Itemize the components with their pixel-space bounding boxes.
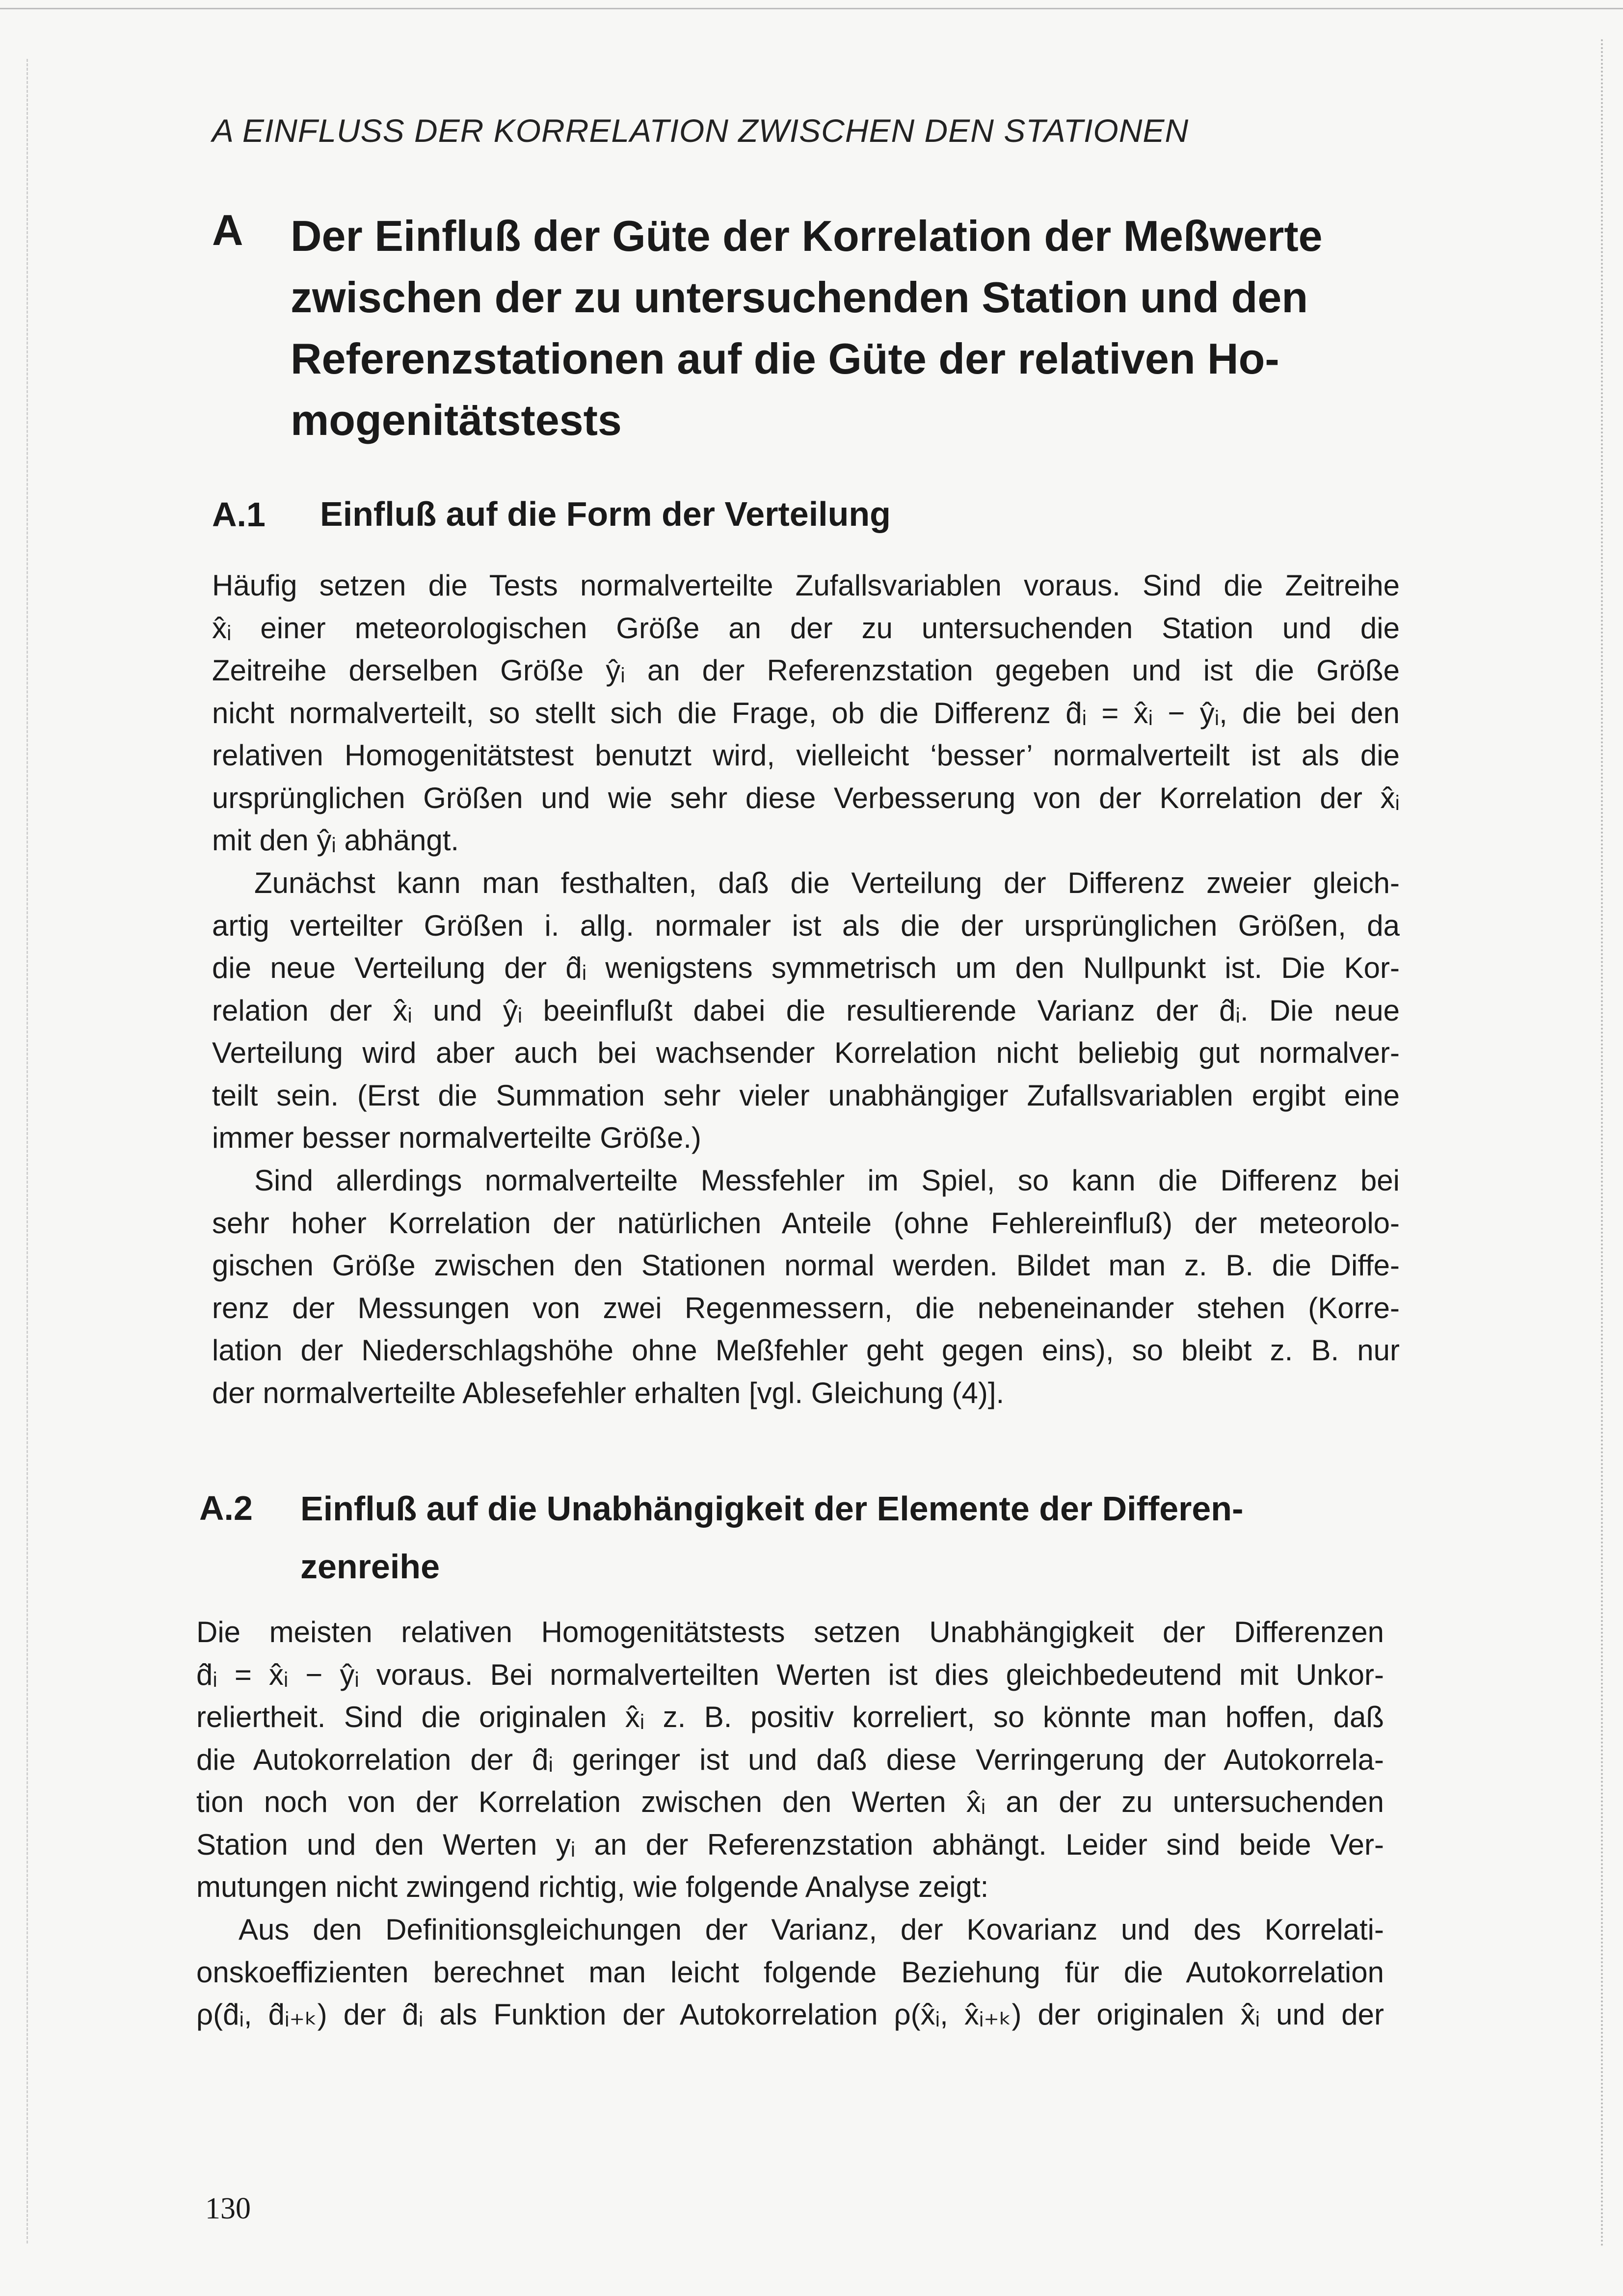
chapter-title — [291, 205, 1400, 451]
text-line: gischen Größe zwischen den Stationen normal werden. Bildet man z. B. die Diffe- — [212, 1249, 1400, 1282]
text-line: Die meisten relativen Homogenitätstests setzen Unabhängigkeit der Differenzen — [196, 1616, 1384, 1648]
section-title-line: Einfluß auf die Form der Verteilung — [320, 495, 891, 533]
scan-edge-left — [27, 59, 28, 2243]
text-line: die Autokorrelation der d̂ᵢ geringer ist und daß diese Verringerung der Autokorrela- — [196, 1743, 1384, 1776]
running-head: A EINFLUSS DER KORRELATION ZWISCHEN DEN STATIONEN — [212, 112, 1189, 149]
text-line: Zunächst kann man festhalten, daß die Verteilung der Differenz zweier gleich- — [254, 866, 1400, 899]
text-line: lation der Niederschlagshöhe ohne Meßfehler geht gegen eins), so bleibt z. B. nur — [212, 1334, 1400, 1367]
chapter-title-line: Referenzstationen auf die Güte der relativen Ho- — [291, 334, 1279, 383]
text-line: ρ(d̂ᵢ, d̂ᵢ₊ₖ) der d̂ᵢ als Funktion der Autokorrelation ρ(x̂ᵢ, x̂ᵢ₊ₖ) der originalen x̂ᵢ und der — [196, 1998, 1384, 2031]
section-number: A.2 — [199, 1489, 253, 1527]
text-line: tion noch von der Korrelation zwischen den Werten x̂ᵢ an der zu untersuchenden — [196, 1785, 1384, 1818]
scan-edge-top — [0, 8, 1623, 9]
text-line: Verteilung wird aber auch bei wachsender Korrelation nicht beliebig gut normalver- — [212, 1036, 1400, 1069]
text-line: der normalverteilte Ablesefehler erhalten [vgl. Gleichung (4)]. — [212, 1376, 1005, 1409]
text-line: Häufig setzen die Tests normalverteilte Zufallsvariablen voraus. Sind die Zeitreihe — [212, 569, 1400, 602]
chapter-title-line: Der Einfluß der Güte der Korrelation der Meßwerte — [291, 212, 1323, 260]
text-line: Sind allerdings normalverteilte Messfehler im Spiel, so kann die Differenz bei — [254, 1164, 1400, 1197]
text-line: Zeitreihe derselben Größe ŷᵢ an der Referenzstation gegeben und ist die Größe — [212, 654, 1400, 687]
text-line: immer besser normalverteilte Größe.) — [212, 1121, 701, 1154]
chapter-title-line: zwischen der zu untersuchenden Station und den — [291, 273, 1308, 322]
text-line: onskoeffizienten berechnet man leicht folgende Beziehung für die Autokorrelation — [196, 1955, 1384, 1989]
paragraph — [212, 1160, 1400, 1414]
text-line: renz der Messungen von zwei Regenmessern, die nebeneinander stehen (Korre- — [212, 1291, 1400, 1324]
section-title-line: zenreihe — [300, 1547, 440, 1586]
text-line: reliertheit. Sind die originalen x̂ᵢ z. B. positiv korreliert, so könnte man hoffen, daß — [196, 1701, 1384, 1733]
section-number: A.1 — [212, 495, 266, 534]
section-title-line: Einfluß auf die Unabhängigkeit der Elemente der Differen- — [300, 1489, 1244, 1528]
text-line: die neue Verteilung der d̂ᵢ wenigstens symmetrisch um den Nullpunkt ist. Die Kor- — [212, 951, 1400, 984]
section-title — [320, 485, 1400, 543]
scan-edge-right — [1601, 39, 1603, 2248]
text-line: relativen Homogenitätstest benutzt wird, vielleicht ‘besser’ normalverteilt ist als die — [212, 739, 1400, 772]
text-line: d̂ᵢ = x̂ᵢ − ŷᵢ voraus. Bei normalverteilten Werten ist dies gleichbedeutend mit Unkor- — [196, 1658, 1384, 1691]
text-line: artig verteilter Größen i. allg. normaler ist als die der ursprünglichen Größen, da — [212, 909, 1400, 942]
section-title — [300, 1480, 1380, 1595]
text-line: Aus den Definitionsgleichungen der Varianz, der Kovarianz und des Korrelati- — [239, 1913, 1384, 1946]
text-line: ursprünglichen Größen und wie sehr diese Verbesserung von der Korrelation der x̂ᵢ — [212, 781, 1400, 814]
paragraph — [212, 862, 1400, 1160]
text-line: nicht normalverteilt, so stellt sich die Frage, ob die Differenz d̂ᵢ = x̂ᵢ − ŷᵢ, die bei den — [212, 696, 1400, 729]
paragraph — [196, 1611, 1384, 1909]
text-line: relation der x̂ᵢ und ŷᵢ beeinflußt dabei die resultierende Varianz der d̂ᵢ. Die neue — [212, 994, 1400, 1027]
text-line: mutungen nicht zwingend richtig, wie folgende Analyse zeigt: — [196, 1870, 989, 1903]
paragraph — [212, 565, 1400, 862]
page-number: 130 — [205, 2192, 251, 2225]
text-line: sehr hoher Korrelation der natürlichen Anteile (ohne Fehlereinfluß) der meteorolo- — [212, 1206, 1400, 1240]
chapter-label: A — [212, 206, 243, 254]
text-line: mit den ŷᵢ abhängt. — [212, 824, 459, 857]
text-line: Station und den Werten yᵢ an der Referenzstation abhängt. Leider sind beide Ver- — [196, 1828, 1384, 1861]
text-line: x̂ᵢ einer meteorologischen Größe an der zu untersuchenden Station und die — [212, 611, 1400, 645]
chapter-title-line: mogenitätstests — [291, 396, 622, 444]
paragraph — [196, 1909, 1384, 2036]
text-line: teilt sein. (Erst die Summation sehr vieler unabhängiger Zufallsvariablen ergibt eine — [212, 1079, 1400, 1112]
